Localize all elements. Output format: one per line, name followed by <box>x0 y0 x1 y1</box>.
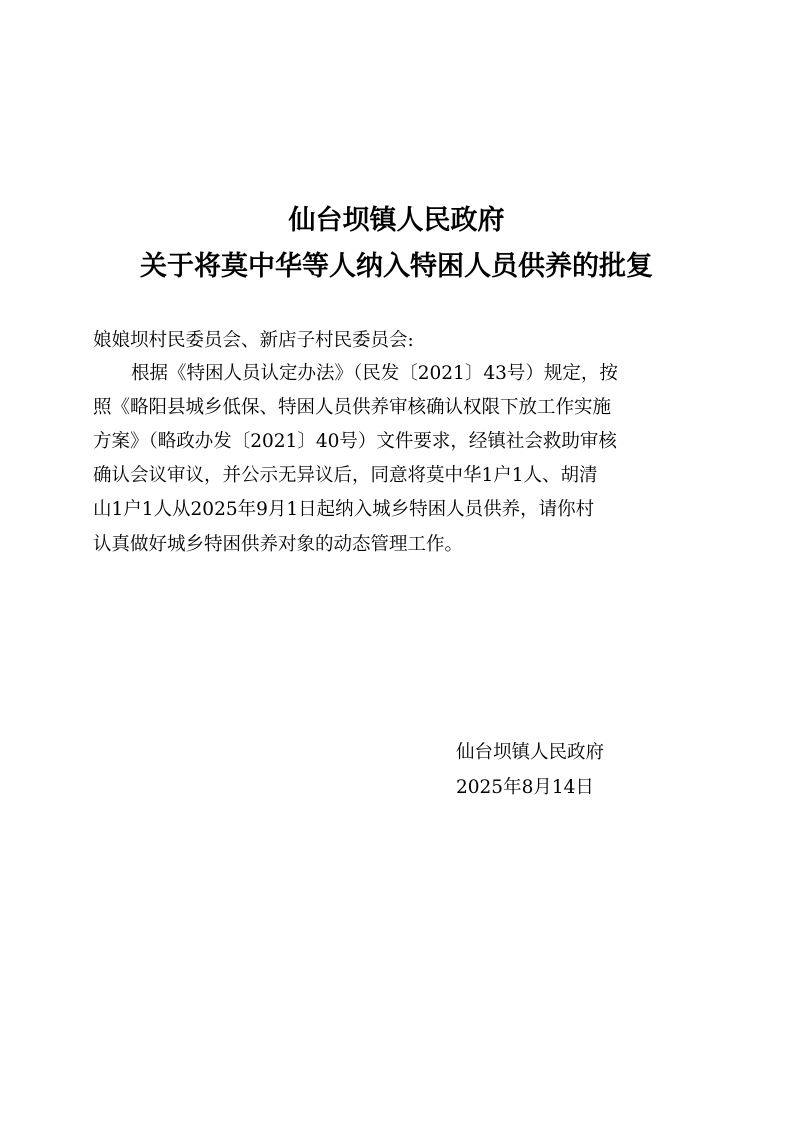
paragraph-line-1: 根据《特困人员认定办法》（民发〔2021〕43号）规定，按 <box>131 363 618 384</box>
paragraph-line-2: 照《略阳县城乡低保、特困人员供养审核确认权限下放工作实施 <box>93 397 612 418</box>
salutation: 娘娘坝村民委员会、新店子村民委员会: <box>93 330 414 351</box>
document-title-line-2: 关于将莫中华等人纳入特困人员供养的批复 <box>140 251 653 282</box>
paragraph-line-6: 认真做好城乡特困供养对象的动态管理工作。 <box>93 534 464 555</box>
signature-date: 2025年8月14日 <box>456 777 594 798</box>
document-title-line-1: 仙台坝镇人民政府 <box>288 205 505 236</box>
paragraph-line-5: 山1户1人从2025年9月1日起纳入城乡特困人员供养，请你村 <box>93 499 595 520</box>
paragraph-line-4: 确认会议审议，并公示无异议后，同意将莫中华1户1人、胡清 <box>93 465 598 486</box>
paragraph-line-3: 方案》（略政办发〔2021〕40号）文件要求，经镇社会救助审核 <box>93 431 617 452</box>
signature-organization: 仙台坝镇人民政府 <box>456 742 605 763</box>
